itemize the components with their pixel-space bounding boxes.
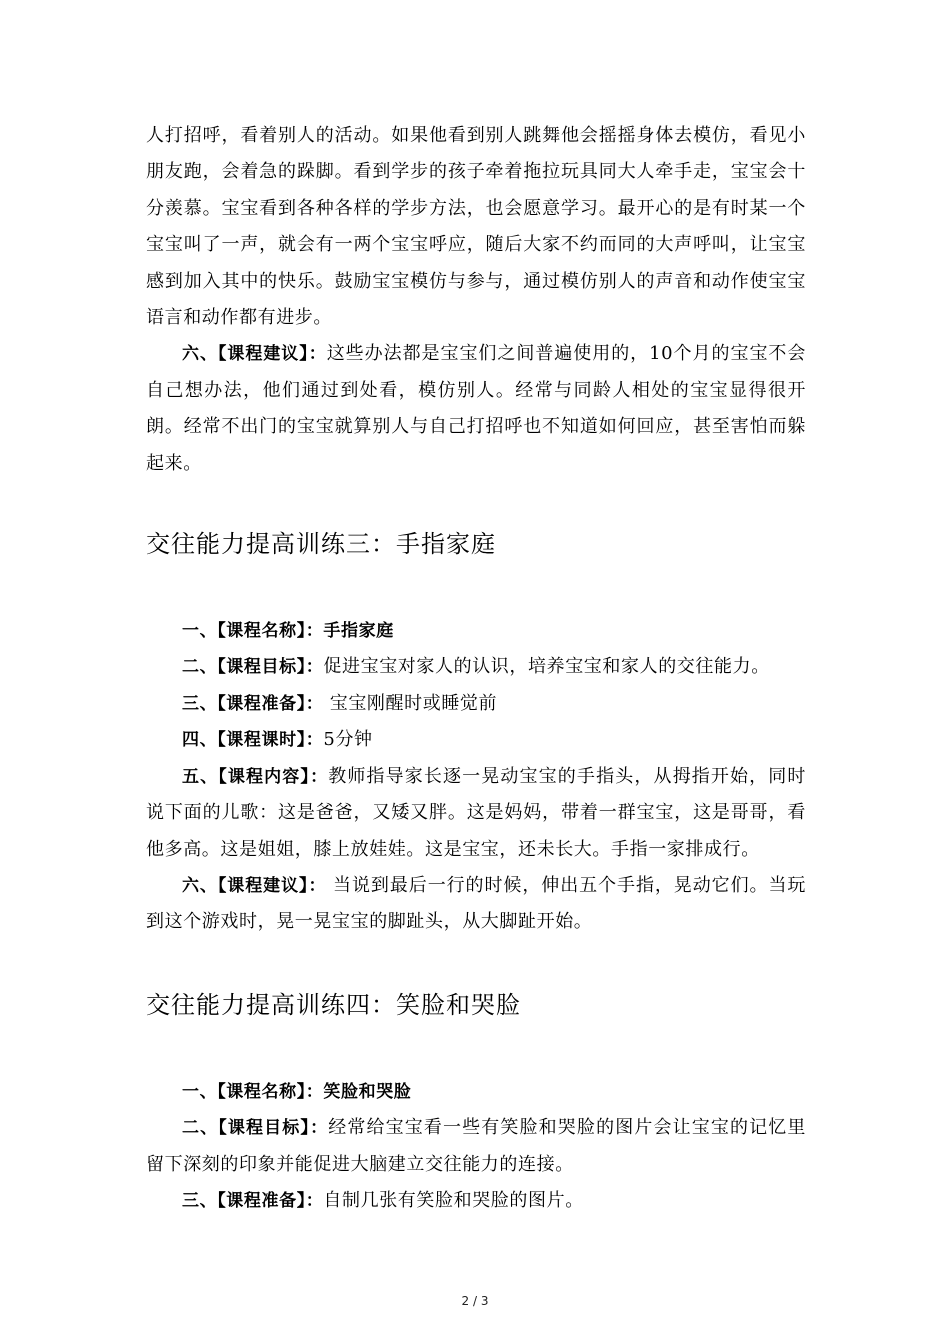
- page-number: 2 / 3: [461, 1294, 489, 1308]
- section4-item-text: 自制几张有笑脸和哭脸的图片。: [323, 1189, 584, 1211]
- section4-item-prep: [146, 1183, 806, 1219]
- section3-item-label: 五、【课程内容】：: [182, 766, 329, 787]
- section3-item-label: 三、【课程准备】：: [182, 693, 324, 714]
- section3-item-text: 手指家庭: [323, 621, 394, 642]
- section3-item-name: [146, 613, 806, 649]
- intro-suggestion-text: 这些办法都是宝宝们之间普遍使用的，10个月的宝宝不会自己想办法，他们通过到处看，模仿别人。经常与同龄人相处的宝宝显得很开朗。经常不出门的宝宝就算别人与自己打招呼也不知道如何回应，甚至害怕而躲起来。: [146, 343, 806, 474]
- section3-item-text: 5分钟: [323, 729, 373, 751]
- section4-item-goal: [146, 1110, 806, 1183]
- section3-item-label: 二、【课程目标】：: [182, 657, 324, 678]
- section3-item-text: 教师指导家长逐一晃动宝宝的手指头，从拇指开始，同时说下面的儿歌：这是爸爸，又矮又胖。这是妈妈，带着一群宝宝，这是哥哥，看他多高。这是姐姐，膝上放娃娃。这是宝宝，还未长大。手指一家排成行。: [146, 765, 806, 860]
- section3-item-duration: [146, 722, 806, 758]
- section3-item-label: 四、【课程课时】：: [182, 730, 324, 751]
- section3-item-suggestion: [146, 868, 806, 941]
- document-page: [146, 118, 806, 1219]
- section3-item-label: 六、【课程建议】：: [182, 875, 327, 896]
- intro-suggestion-label: 六、【课程建议】：: [182, 344, 327, 365]
- section4-item-label: 二、【课程目标】：: [182, 1118, 329, 1139]
- section3-item-label: 一、【课程名称】：: [182, 621, 324, 642]
- section3-item-text: 当说到最后一行的时候，伸出五个手指，晃动它们。当玩到这个游戏时，晃一晃宝宝的脚趾头，从大脚趾开始。: [146, 874, 806, 933]
- section4-item-label: 一、【课程名称】：: [182, 1081, 324, 1102]
- section3-title: 交往能力提高训练三：手指家庭: [146, 530, 496, 559]
- section4-title: 交往能力提高训练四：笑脸和哭脸: [146, 990, 521, 1019]
- intro-suggestion-paragraph: [146, 336, 806, 482]
- section3-item-text: 促进宝宝对家人的认识，培养宝宝和家人的交往能力。: [323, 656, 770, 678]
- section4-item-text: 笑脸和哭脸: [323, 1081, 412, 1102]
- intro-continuation-paragraph: 人打招呼，看着别人的活动。如果他看到别人跳舞他会摇摇身体去模仿，看见小朋友跑，会着急的跺脚。看到学步的孩子牵着拖拉玩具同大人牵手走，宝宝会十分羡慕。宝宝看到各种各样的学步方法，也会愿意学习。最开心的是有时某一个宝宝叫了一声，就会有一两个宝宝呼应，随后大家不约而同的大声呼叫，让宝宝感到加入其中的快乐。鼓励宝宝模仿与参与，通过模仿别人的声音和动作使宝宝语言和动作都有进步。: [146, 125, 806, 329]
- section3-item-prep: [146, 686, 806, 722]
- section3-item-goal: [146, 649, 806, 685]
- section4-item-text: 经常给宝宝看一些有笑脸和哭脸的图片会让宝宝的记忆里留下深刻的印象并能促进大脑建立交往能力的连接。: [146, 1117, 806, 1175]
- section4-item-name: [146, 1074, 806, 1110]
- section3-item-text: 宝宝刚醒时或睡觉前: [323, 692, 498, 714]
- section3-item-content: [146, 759, 806, 868]
- section4-item-label: 三、【课程准备】：: [182, 1190, 324, 1211]
